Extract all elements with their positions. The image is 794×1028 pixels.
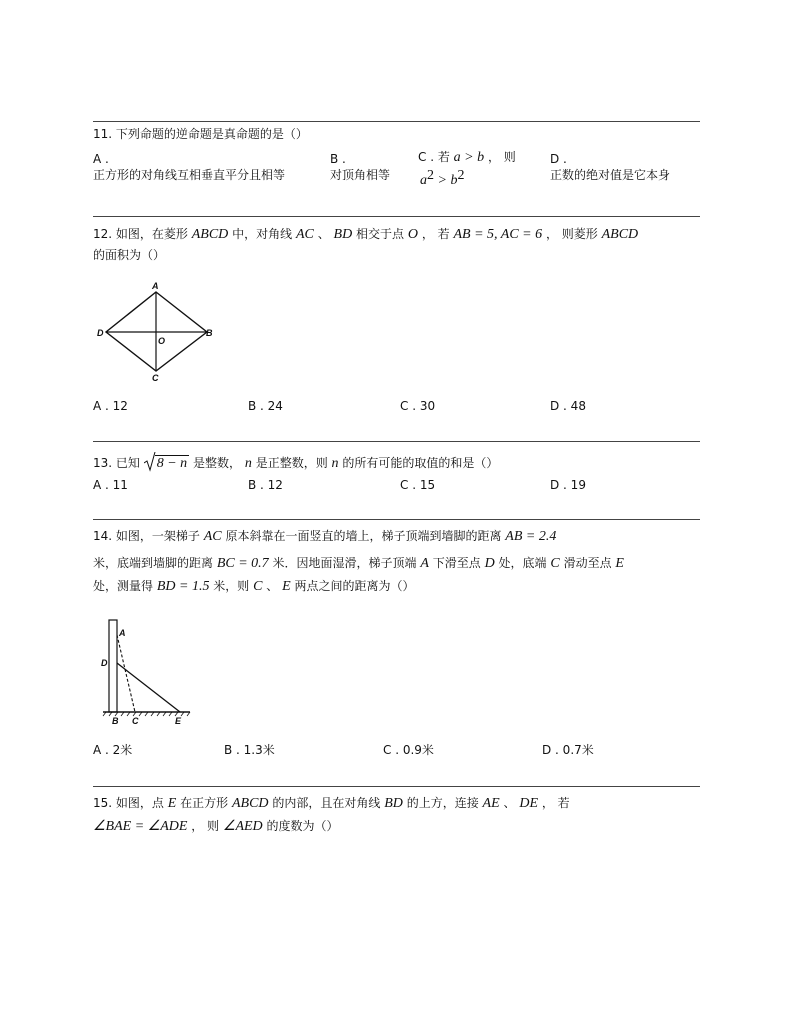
q14-text-5: 下滑至点	[432, 556, 481, 570]
q15-math-abcd: ABCD	[231, 796, 269, 811]
q14-stem-line2	[93, 555, 624, 572]
divider-q13	[93, 441, 700, 442]
q13-text-3: 是正整数，则	[255, 456, 328, 470]
q12-text-4: ， 若	[421, 227, 450, 241]
q14-option-a: A . 2米	[93, 743, 133, 757]
q12-label-a: A	[152, 281, 159, 291]
q15-math-angles: ∠BAE = ∠ADE	[93, 819, 188, 834]
q15-math-e: E	[167, 796, 177, 811]
q12-option-d: D . 48	[550, 399, 586, 413]
divider-q11	[93, 121, 700, 122]
q12-option-a: A . 12	[93, 399, 128, 413]
q14-label-e: E	[175, 716, 182, 726]
sqrt-sign-icon	[144, 452, 156, 472]
q11-option-c-then: ， 则	[487, 150, 516, 164]
q11-c-math2-mid: > b	[434, 173, 458, 188]
q11-c-exp1: 2	[427, 168, 434, 183]
ladder-ac-dashed	[117, 635, 135, 712]
sqrt-expression	[146, 455, 189, 472]
q14-math-d: D	[484, 556, 495, 571]
q14-text-1: 14. 如图，一架梯子	[93, 529, 200, 543]
q14-math-e2: E	[282, 579, 291, 594]
q14-label-a: A	[119, 628, 126, 638]
q14-option-b: B . 1.3米	[224, 743, 275, 757]
q15-text-5: 、	[503, 796, 516, 810]
q14-text-11: 两点之间的距离为（）	[294, 579, 415, 593]
q11-option-c-math2	[420, 168, 465, 189]
q11-stem: 11. 下列命题的逆命题是真命题的是（）	[93, 127, 308, 141]
q14-text-3: 米，底端到墙脚的距离	[93, 556, 214, 570]
q12-label-o: O	[158, 336, 166, 346]
q12-stem-line2: 的面积为（）	[93, 248, 166, 262]
q14-stem-line3	[93, 578, 415, 595]
q14-label-b: B	[112, 716, 119, 726]
q12-math-abcd: ABCD	[191, 227, 229, 242]
q12-label-d: D	[97, 328, 104, 338]
q13-math-n1: n	[244, 456, 252, 471]
q12-math-bd: BD	[333, 227, 353, 242]
q12-math-ac: AC	[295, 227, 314, 242]
q15-text-4: 的上方，连接	[406, 796, 479, 810]
q14-text-2: 原本斜靠在一面竖直的墙上，梯子顶端到墙脚的距离	[225, 529, 502, 543]
q14-option-d: D . 0.7米	[542, 743, 594, 757]
q11-option-b-text: 对顶角相等	[330, 168, 391, 182]
q13-text-1: 13. 已知	[93, 456, 140, 470]
q12-option-c: C . 30	[400, 399, 436, 413]
q14-text-7: 滑动至点	[563, 556, 612, 570]
q12-math-abcd-2: ABCD	[601, 227, 639, 242]
q12-text-5: ， 则菱形	[545, 227, 598, 241]
q13-option-d: D . 19	[550, 478, 586, 492]
q14-text-4: 米．因地面湿滑，梯子顶端	[272, 556, 417, 570]
q15-text-1: 15. 如图，点	[93, 796, 164, 810]
q14-math-c2: C	[253, 579, 263, 594]
q15-text-6: ， 若	[541, 796, 570, 810]
q11-c-exp2: 2	[457, 168, 465, 183]
q11-option-c-label: C . 若	[418, 150, 450, 164]
q13-option-c: C . 15	[400, 478, 436, 492]
q12-text-2: 中，对角线	[232, 227, 293, 241]
q15-text-8: 的度数为（）	[266, 819, 339, 833]
q15-math-ae: AE	[482, 796, 500, 811]
divider-q15	[93, 786, 700, 787]
q13-option-a: A . 11	[93, 478, 128, 492]
q14-math-c: C	[550, 556, 560, 571]
q11-option-a-label: A .	[93, 152, 109, 166]
q14-ladder-figure	[98, 617, 198, 727]
q13-math-n2: n	[331, 456, 339, 471]
q15-text-7: ， 则	[191, 819, 220, 833]
q14-text-10: 、	[266, 579, 279, 593]
sqrt-content: 8 − n	[156, 456, 188, 471]
q12-sep: 、	[317, 227, 330, 241]
q14-math-a: A	[420, 556, 429, 571]
q14-math-ac: AC	[203, 529, 222, 544]
q12-rhombus-figure	[92, 280, 222, 390]
divider-q12	[93, 216, 700, 217]
q14-stem-line1	[93, 528, 556, 545]
q11-option-a-text: 正方形的对角线互相垂直平分且相等	[93, 168, 286, 182]
q13-text-4: 的所有可能的取值的和是（）	[342, 456, 499, 470]
q14-label-c: C	[132, 716, 139, 726]
q15-text-2: 在正方形	[180, 796, 229, 810]
q11-option-c-math1: a > b	[453, 150, 485, 165]
q14-math-bc: BC = 0.7	[216, 556, 269, 571]
q15-stem-line2	[93, 818, 339, 835]
q14-text-8: 处，测量得	[93, 579, 154, 593]
q13-option-b: B . 12	[248, 478, 283, 492]
q12-text-3: 相交于点	[356, 227, 405, 241]
q12-label-b: B	[206, 328, 213, 338]
q11-option-d-text: 正数的绝对值是它本身	[550, 168, 671, 182]
q11-c-math2-a: a	[420, 173, 427, 188]
q14-option-c: C . 0.9米	[383, 743, 434, 757]
q14-math-bd: BD = 1.5	[156, 579, 210, 594]
q14-math-ab: AB = 2.4	[505, 529, 557, 544]
q12-stem-line1	[93, 226, 638, 243]
q15-stem-line1	[93, 795, 570, 812]
q12-math-o: O	[407, 227, 418, 242]
q11-option-c	[418, 149, 516, 166]
q15-math-aed: ∠AED	[222, 819, 263, 834]
q11-option-d-label: D .	[550, 152, 567, 166]
q11-option-b-label: B .	[330, 152, 346, 166]
q12-option-b: B . 24	[248, 399, 283, 413]
q14-label-d: D	[101, 658, 108, 668]
divider-q14	[93, 519, 700, 520]
ladder-de	[117, 663, 180, 712]
wall	[109, 620, 117, 712]
q13-text-2: 是整数，	[193, 456, 242, 470]
q14-text-6: 处，底端	[498, 556, 547, 570]
q15-math-de: DE	[519, 796, 538, 811]
q12-math-given: AB = 5, AC = 6	[453, 227, 543, 242]
q15-text-3: 的内部，且在对角线	[272, 796, 381, 810]
q14-text-9: 米，则	[213, 579, 250, 593]
q15-math-bd: BD	[384, 796, 403, 811]
q13-stem	[93, 455, 498, 472]
q12-text-1: 12. 如图，在菱形	[93, 227, 188, 241]
q14-math-e: E	[615, 556, 624, 571]
q12-label-c: C	[152, 373, 159, 383]
